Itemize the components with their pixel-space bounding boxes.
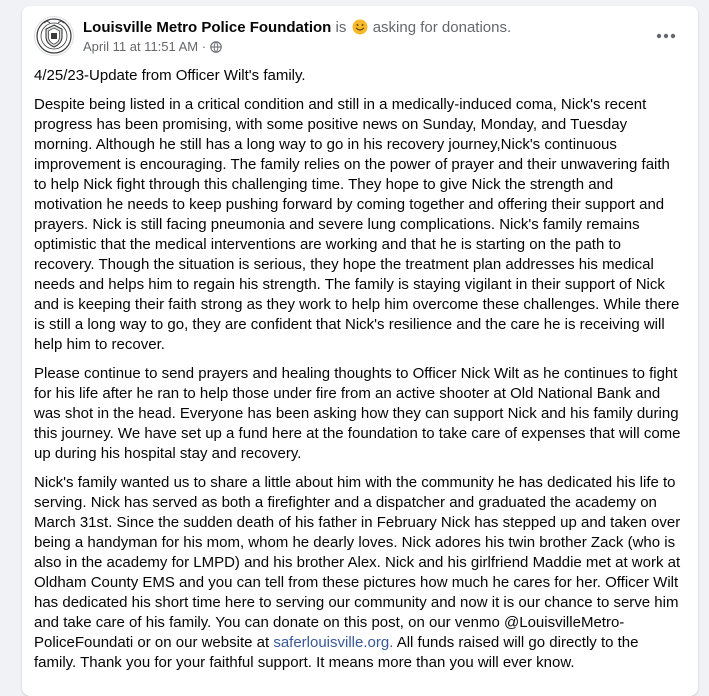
page-name-link[interactable]: Louisville Metro Police Foundation (83, 19, 332, 36)
post-paragraph-2: Please continue to send prayers and healing thoughts to Officer Nick Wilt as he continues to fight for his life after he ran to help those under fire from an active shooter at Old National Bank and was shot in the head. Everyone has been asking how they can support Nick and his family during this journey. We have set up a fund here at the foundation to take care of expenses that will come up during his hospital stay and recovery. (34, 365, 681, 462)
post-card (22, 6, 698, 696)
post-meta (83, 39, 222, 55)
page-avatar[interactable] (34, 16, 74, 56)
paragraph-3-text-after-link: All funds raised will go directly to the family. Thank you for your faithful support. It means more than you will ever know. (34, 634, 639, 671)
post-header (83, 18, 511, 38)
smiley-face-icon (352, 19, 368, 35)
post-body (34, 66, 684, 682)
status-prefix: is (335, 19, 347, 36)
globe-icon[interactable] (210, 41, 222, 53)
paragraph-3-text-before-link: Nick's family wanted us to share a little about him with the community he has dedicated his life to serving. Nick has served as both a firefighter and a dispatcher and graduated the academy on March 31st. Since the sudden death of his father in February Nick has stepped up and taken over being a handyman for his mom, whom he dearly loves. Nick adores his twin brother Zack (who is also in the academy for LMPD) and his brother Alex. Nick and his girlfriend Maddie met at work at Oldham County EMS and you can tell from these pictures how much he cares for her. Officer Wilt has dedicated his short time here to serving our community and now it is our chance to serve him and take care of his family. You can donate on this post, on our venmo @LouisvilleMetro-PoliceFoundati or on our website at (34, 474, 681, 651)
post-paragraph-1: Despite being listed in a critical condition and still in a medically-induced coma, Nick's recent progress has been promising, with some positive news on Sunday, Monday, and Tuesday morning. Although he still has a long way to go in his recovery journey,Nick's continuous improvement is encouraging. The family relies on the power of prayer and their unwavering faith to help Nick fight through this challenging time. They hope to give Nick the strength and motivation he needs to keep pushing forward by coming together and offering their support and prayers. Nick is still facing pneumonia and severe lung complications. Nick's family remains optimistic that the medical interventions are working and that he is starting on the path to recovery. Though the situation is serious, they hope the treatment plan addresses his medical needs and helps him to regain his strength. The family is staying vigilant in their support of Nick and is keeping their faith strong as they work to help him overcome these challenges. While there is still a long way to go, they are confident that Nick's resilience and the care he is receiving will help him to recover. (34, 96, 680, 353)
more-options-button[interactable] (652, 22, 680, 50)
police-badge-logo-icon (35, 17, 73, 55)
meta-separator: · (201, 39, 207, 54)
status-text: asking for donations. (372, 19, 512, 36)
more-options-icon (656, 33, 676, 39)
website-link[interactable]: saferlouisville.org. (273, 634, 394, 651)
update-line: 4/25/23-Update from Officer Wilt's family. (34, 67, 306, 84)
post-paragraph-3 (34, 473, 684, 673)
post-timestamp[interactable]: April 11 at 11:51 AM (83, 39, 199, 54)
